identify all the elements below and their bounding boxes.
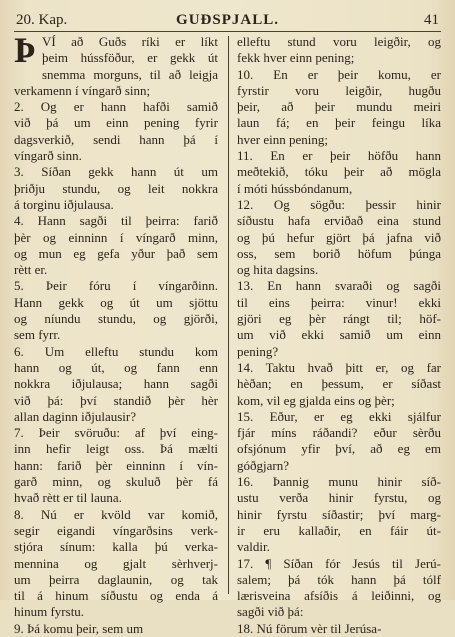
- line-text: og þú hefur gjört þá jafna við: [237, 229, 441, 245]
- line-text: gjöri eg þèr rángt til; höf-: [237, 311, 441, 327]
- text-line: [237, 556, 441, 572]
- line-text: á torginu iðjulausa.: [14, 196, 114, 212]
- text-line: [237, 34, 441, 50]
- text-line: [14, 83, 218, 99]
- line-text: hinir fyrstu síðastir; því marg-: [237, 506, 441, 522]
- line-text: þèr og einninn í víngarð minn,: [14, 229, 218, 245]
- text-line: [14, 132, 218, 148]
- line-text: við þá: því standið þèr hèr: [14, 392, 218, 408]
- line-text: í móti hússbóndanum,: [237, 180, 353, 196]
- right-column: [237, 34, 441, 637]
- text-line: [14, 327, 218, 343]
- line-text: 17. ¶ Síðan fór Jesús til Jerú-: [237, 555, 441, 571]
- text-line: [237, 409, 441, 425]
- text-line: [237, 344, 441, 360]
- text-line: [237, 490, 441, 506]
- line-text: valdir.: [237, 539, 270, 555]
- text-line: [14, 425, 218, 441]
- line-text: 4. Hann sagði til þeirra: farið: [14, 213, 218, 229]
- text-line: [237, 393, 441, 409]
- line-text: fyrstir voru leigðir, hugðu: [237, 82, 441, 98]
- line-text: þriðju stundu, og leit nokkra: [14, 180, 218, 196]
- line-text: víngarð sinn.: [14, 148, 82, 164]
- line-text: og hita dagsins.: [237, 262, 319, 278]
- text-line: [14, 148, 218, 164]
- running-title: GUÐSPJALL.: [176, 12, 279, 28]
- column-divider: [228, 36, 229, 594]
- text-line: [14, 67, 218, 83]
- text-line: [14, 376, 218, 392]
- text-line: [14, 311, 218, 327]
- text-line: [14, 458, 218, 474]
- line-text: snemma morguns, til að leigja: [42, 66, 218, 82]
- text-line: [14, 360, 218, 376]
- line-text: góðgjarn?: [237, 457, 289, 473]
- line-text: fjár míns ráðandi? eður sèrðu: [237, 425, 441, 441]
- text-line: [14, 181, 218, 197]
- line-text: 16. Þannig munu hinir síð-: [237, 474, 441, 490]
- text-line: [237, 441, 441, 457]
- text-line: [14, 99, 218, 115]
- text-line: [14, 539, 218, 555]
- line-text: til á hinum síðustu og enda á: [14, 588, 218, 604]
- text-line: [237, 67, 441, 83]
- page-header: [0, 6, 455, 30]
- line-text: pening?: [237, 343, 279, 359]
- text-line: [237, 588, 441, 604]
- text-line: [14, 490, 218, 506]
- line-text: kom, vil eg gjalda eins og þèr;: [237, 392, 395, 408]
- line-text: oss, sem borið höfum þúnga: [237, 245, 441, 261]
- text-line: [14, 115, 218, 131]
- line-text: til eins þeirra: vinur! ekki: [237, 294, 441, 310]
- line-text: 13. En hann svaraði og sagði: [237, 278, 441, 294]
- line-text: nokkra iðjulausa; hann sagði: [14, 376, 218, 392]
- text-line: [237, 507, 441, 523]
- line-text: 10. En er þeir komu, er: [237, 66, 441, 82]
- text-line: [237, 621, 441, 637]
- drop-cap: Þ: [14, 30, 36, 70]
- line-text: stjóra sínum: kalla þú verka-: [14, 539, 218, 555]
- line-text: og mun eg gefa yður það sem: [14, 245, 218, 261]
- line-text: verkamenn í víngarð sinn;: [14, 82, 151, 98]
- text-line: [14, 344, 218, 360]
- text-line: [14, 572, 218, 588]
- text-line: [237, 425, 441, 441]
- left-column: [14, 30, 218, 637]
- text-line: [237, 164, 441, 180]
- text-line: [14, 474, 218, 490]
- line-text: allan daginn iðjulausir?: [14, 408, 137, 424]
- chapter-label: 20. Kap.: [16, 12, 68, 28]
- text-line: [14, 262, 218, 278]
- text-line: [237, 604, 441, 620]
- text-line: [237, 295, 441, 311]
- line-text: síðustu hafa erviðað eina stund: [237, 213, 441, 229]
- line-text: og níundu stundu, og gjörði,: [14, 311, 218, 327]
- text-line: [14, 230, 218, 246]
- text-line: [237, 99, 441, 115]
- text-line: [14, 197, 218, 213]
- text-line: [14, 50, 218, 66]
- text-line: [14, 213, 218, 229]
- header-rule: [14, 31, 441, 32]
- text-line: [237, 278, 441, 294]
- line-text: 14. Taktu hvað þitt er, og far: [237, 359, 441, 375]
- text-line: [237, 474, 441, 490]
- text-line: [237, 132, 441, 148]
- line-text: fekk hver einn pening;: [237, 50, 355, 66]
- text-line: [237, 572, 441, 588]
- line-text: hinum fyrstu.: [14, 604, 85, 620]
- text-line: [14, 523, 218, 539]
- line-text: ir eru kallaðir, en fáir út-: [237, 522, 441, 538]
- text-line: [14, 164, 218, 180]
- page-number: 41: [424, 12, 439, 28]
- text-line: [237, 311, 441, 327]
- text-line: [237, 246, 441, 262]
- line-text: 11. En er þeir höfðu hann: [237, 148, 441, 164]
- line-text: laun fá; en þeir feingu líka: [237, 115, 441, 131]
- line-text: þeir, að þeir mundu meiri: [237, 99, 441, 115]
- text-line: [237, 197, 441, 213]
- line-text: 3. Síðan gekk hann út um: [14, 164, 218, 180]
- text-line: [237, 181, 441, 197]
- line-text: mennina og gjalt sèrhverj-: [14, 555, 218, 571]
- text-line: [237, 83, 441, 99]
- text-line: [237, 230, 441, 246]
- text-line: [237, 360, 441, 376]
- line-text: þeim hússföður, er gekk út: [42, 50, 218, 66]
- text-line: [14, 588, 218, 604]
- line-text: Hann gekk og út um sjöttu: [14, 294, 218, 310]
- line-text: 15. Eður, er eg ekki sjálfur: [237, 408, 441, 424]
- line-text: 9. Þá komu þeir, sem um: [14, 620, 144, 636]
- text-line: [14, 604, 218, 620]
- text-line: [14, 393, 218, 409]
- line-text: sem fyrr.: [14, 327, 61, 343]
- text-line: [237, 327, 441, 343]
- text-line: [237, 115, 441, 131]
- line-text: elleftu stund voru leigðir, og: [237, 34, 441, 49]
- line-text: 2. Og er hann hafði samið: [14, 99, 218, 115]
- text-line: [237, 539, 441, 555]
- line-text: salem; þá tók hann þá tólf: [237, 571, 441, 587]
- text-line: [14, 409, 218, 425]
- line-text: ofsjónum yfir því, að eg em: [237, 441, 441, 457]
- text-line: [237, 376, 441, 392]
- line-text: 6. Um elleftu stundu kom: [14, 343, 218, 359]
- text-line: [14, 441, 218, 457]
- line-text: ustu verða hinir fyrstu, og: [237, 490, 441, 506]
- line-text: um þeirra daglaunin, og tak: [14, 571, 218, 587]
- text-line: [237, 523, 441, 539]
- text-line: [14, 556, 218, 572]
- line-text: hvað rètt er til launa.: [14, 490, 122, 506]
- line-text: hann: farið þèr einninn í vín-: [14, 457, 218, 473]
- text-line: [237, 213, 441, 229]
- line-text: dagsverkið, sendi hann þá í: [14, 131, 218, 147]
- text-line: [237, 148, 441, 164]
- line-text: sagði við þá:: [237, 604, 304, 620]
- text-line: [237, 50, 441, 66]
- line-text: hver einn pening;: [237, 131, 328, 147]
- text-line: [14, 295, 218, 311]
- line-text: 7. Þeir svöruðu: af því eing-: [14, 425, 218, 441]
- line-text: garð minn, og skuluð þèr fá: [14, 474, 218, 490]
- line-text: hèðan; en þessum, er síðast: [237, 376, 441, 392]
- line-text: 8. Nú er kvöld var komið,: [14, 506, 218, 522]
- text-line: [14, 246, 218, 262]
- text-line: [237, 262, 441, 278]
- line-text: meðtekið, tóku þeir að mögla: [237, 164, 441, 180]
- text-line: [237, 458, 441, 474]
- line-text: rètt er.: [14, 262, 48, 278]
- line-text: inn hefir leigt oss. Þá mælti: [14, 441, 218, 457]
- text-line: [14, 621, 218, 637]
- line-text: 12. Og sögðu: þessir hinir: [237, 196, 441, 212]
- line-text: VÍ að Guðs ríki er líkt: [42, 34, 218, 49]
- line-text: hann og út, og fann enn: [14, 359, 218, 375]
- line-text: 18. Nú förum vèr til Jerúsa-: [237, 620, 382, 636]
- line-text: 5. Þeir fóru í víngarðinn.: [14, 278, 218, 294]
- line-text: um við ekki samið um einn: [237, 327, 441, 343]
- line-text: við þá um einn pening fyrir: [14, 115, 218, 131]
- line-text: lærisveina afsíðis á leiðinni, og: [237, 588, 441, 604]
- text-line: [14, 507, 218, 523]
- text-line: [14, 278, 218, 294]
- line-text: segir eigandi víngarðsins verk-: [14, 522, 218, 538]
